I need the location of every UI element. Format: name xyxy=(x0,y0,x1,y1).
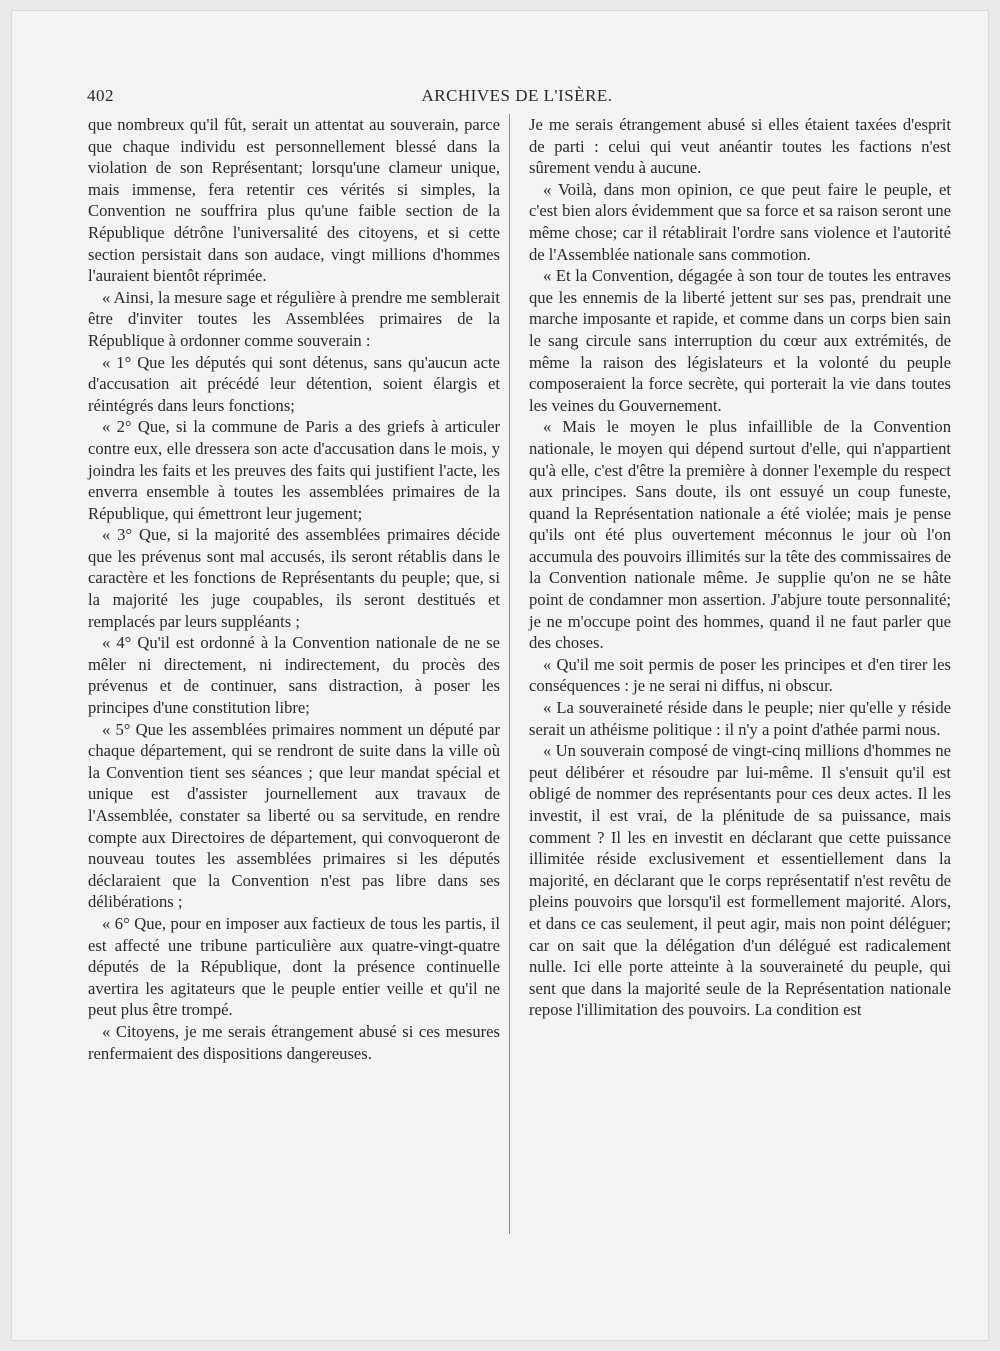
paragraph: « La souveraineté réside dans le peuple; nier qu'elle y réside serait un athéisme politique : il n'y a point d'athée parmi nous. xyxy=(529,698,951,739)
paragraph: « Qu'il me soit permis de poser les principes et d'en tirer les conséquences : je ne serai ni diffus, ni obscur. xyxy=(529,654,951,696)
page-header xyxy=(87,86,947,112)
left-column xyxy=(88,114,500,1064)
page xyxy=(11,10,989,1341)
paragraph: Je me serais étrangement abusé si elles étaient taxées d'esprit de parti : celui qui veut anéantir toutes les factions n'est sûrement vendu à aucune. xyxy=(529,115,951,178)
paragraph: « 5° Que les assemblées primaires nomment un député par chaque département, qui se rendront de suite dans la ville où la Convention tient ses séances ; que leur mandat spécial et unique est d'assister journellement aux travaux de l'Assemblée, constater sa liberté ou sa servitude, en rendre compte aux Directoires de département, qui convoqueront de nouveau toutes les assemblées primaires si les députés déclaraient que la Convention n'est pas libre dans ses délibérations ; xyxy=(88,719,500,912)
paragraph: « 3° Que, si la majorité des assemblées primaires décide que les prévenus sont mal accusés, ils seront rétablis dans le caractère et les fonctions de Représentants du peuple; que, si la majorité les juge coupables, ils seront destitués et remplacés par leurs suppléants ; xyxy=(88,525,500,631)
paragraph: « 2° Que, si la commune de Paris a des griefs à articuler contre eux, elle dressera son acte d'accusation dans le mois, y joindra les faits et les preuves des faits qui justifient l'acte, les enverra ensemble à toutes les assemblées primaires de la République, qui émettront leur jugement; xyxy=(88,417,500,523)
paragraph: « 1° Que les députés qui sont détenus, sans qu'aucun acte d'accusation ait précédé leur détention, soient élargis et réintégrés dans leurs fonctions; xyxy=(88,352,500,415)
paragraph: que nombreux qu'il fût, serait un attentat au souverain, parce que chaque individu est personnellement blessé dans la violation de son Représentant; lorsqu'une clameur unique, mais immense, fera retentir ces vérités si simples, la Convention ne souffrira plus qu'une faible section de la République détrône l'universalité des citoyens, et si cette section persistait dans son audace, vingt millions d'hommes l'auraient bientôt réprimée. xyxy=(88,115,500,286)
paragraph: « 6° Que, pour en imposer aux factieux de tous les partis, il est affecté une tribune particulière aux quatre-vingt-quatre députés de la République, dont la présence continuelle avertira les agitateurs que le peuple entier veille et qu'il ne peut plus être trompé. xyxy=(88,913,500,1020)
paragraph: « Un souverain composé de vingt-cinq millions d'hommes ne peut délibérer et résoudre par lui-même. Il s'ensuit qu'il est obligé de nommer des représentants pour ces deux actes. Il les investit, il est vrai, de la plénitude de sa puissance, mais comment ? Il les en investit en déclarant que cette puissance illimitée réside exclusivement et essentiellement dans la majorité, en déclarant que le corps représentatif n'est revêtu de pleins pouvoirs que lorsqu'il est formellement majorité. Alors, et dans ce cas seulement, il peut agir, mais non point déléguer; car on sait que la délégation d'un délégué est radicalement nulle. Ici elle porte atteinte à la souveraineté du peuple, qui sent que dans la majorité seule de la Représentation nationale repose l'illimitation des pouvoirs. La condition est xyxy=(529,741,951,1020)
paragraph: « Ainsi, la mesure sage et régulière à prendre me semblerait être d'inviter toutes les Assemblées primaires de la République à ordonner comme souverain : xyxy=(88,287,500,350)
right-column xyxy=(529,114,951,1021)
paragraph: « Et la Convention, dégagée à son tour de toutes les entraves que les ennemis de la liberté jettent sur ses pas, prendrait une marche imposante et rapide, et comme dans un corps bien sain le sang circule sans interruption du cœur aux extrémités, de même la raison des législateurs et la volonté du peuple composeraient la force secrète, qui porterait la vie dans toutes les veines du Gouvernement. xyxy=(529,266,951,415)
column-divider xyxy=(509,114,510,1234)
paragraph: « Citoyens, je me serais étrangement abusé si ces mesures renfermaient des dispositions dangereuses. xyxy=(88,1021,500,1063)
paragraph: « Voilà, dans mon opinion, ce que peut faire le peuple, et c'est bien alors évidemment que sa force et sa raison seront une même chose; car il rétablirait l'ordre sans violence et l'autorité de l'Assemblée nationale sans commotion. xyxy=(529,179,951,264)
paragraph: « 4° Qu'il est ordonné à la Convention nationale de ne se mêler ni directement, ni indirectement, du procès des prévenus et de continuer, sans distraction, à poser les principes d'une constitution libre; xyxy=(88,633,500,718)
page-number: 402 xyxy=(87,86,114,105)
paragraph: « Mais le moyen le plus infaillible de la Convention nationale, le moyen qui dépend surtout d'elle, qui n'appartient qu'à elle, c'est d'être la première à donner l'exemple du respect aux principes. Sans doute, ils ont essuyé un coup funeste, quand la Représentation nationale a été violée; mais je pense qu'ils ont été plus ouvertement méconnus le jour où l'on accumula des pouvoirs illimités sur la tête des commissaires de la Convention nationale même. Je supplie qu'on ne se hâte point de condamner mon assertion. J'abjure toute personnalité; je ne m'occupe point des hommes, quand il ne faut parler que des choses. xyxy=(529,417,951,653)
running-title: ARCHIVES DE L'ISÈRE. xyxy=(421,86,613,105)
